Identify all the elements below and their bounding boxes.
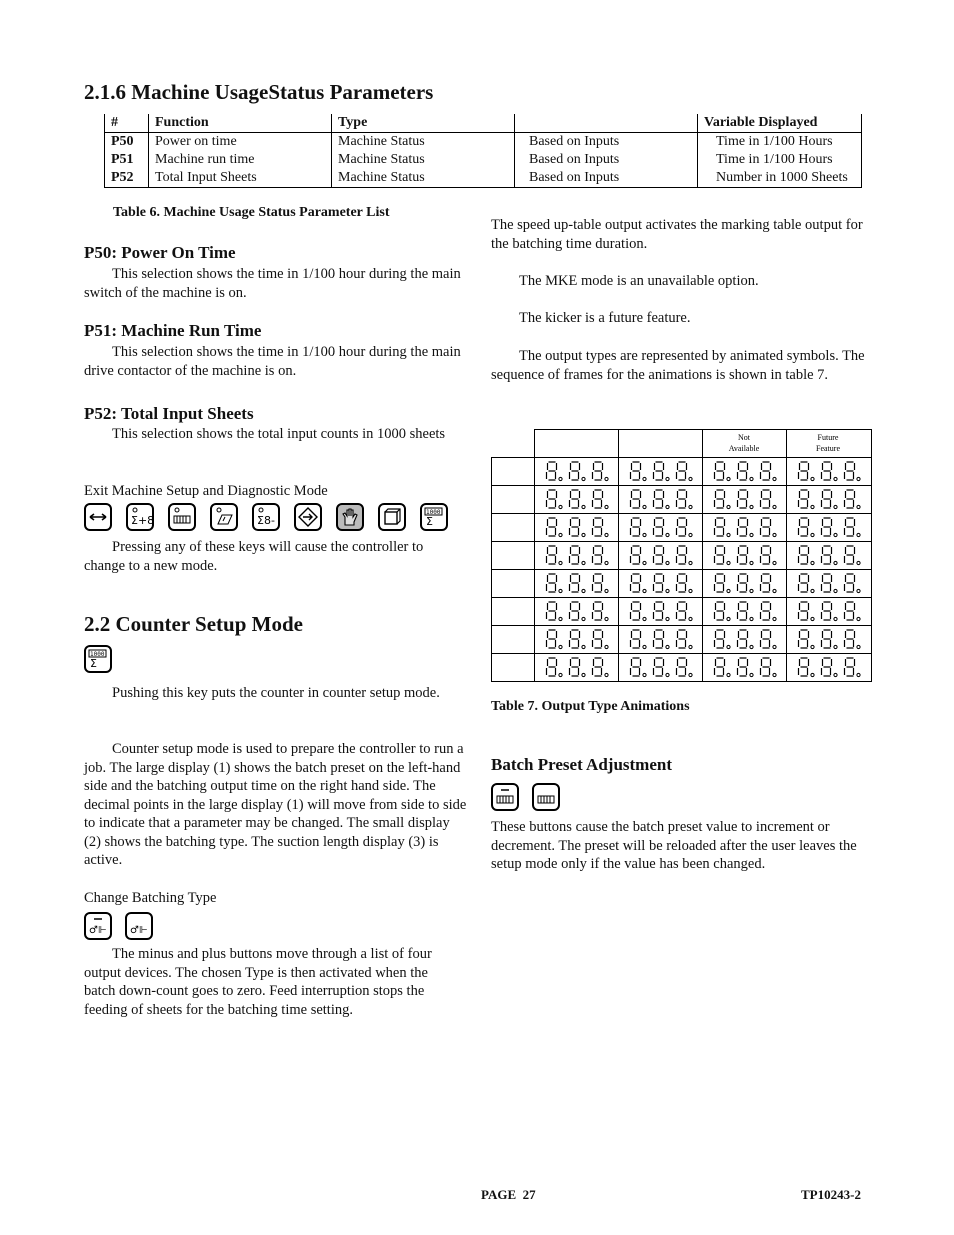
arrows-key-icon[interactable] <box>84 503 112 531</box>
decimal-point <box>750 477 753 480</box>
digit-segment <box>761 574 771 592</box>
decimal-point <box>750 673 753 676</box>
table-cell: P50 <box>105 133 149 152</box>
decimal-point <box>643 673 646 676</box>
decimal-point <box>582 589 585 592</box>
digit-segment <box>799 462 809 480</box>
decimal-point <box>727 673 730 676</box>
decimal-point <box>727 533 730 536</box>
decimal-point <box>559 561 562 564</box>
digit-segment <box>631 630 641 648</box>
p50-text: This selection shows the time in 1/100 hour during the main switch of the machine is on. <box>84 266 461 301</box>
decimal-point <box>605 617 608 620</box>
section-title-2-2: 2.2 Counter Setup Mode <box>84 612 303 636</box>
p52-text: This selection shows the total input counts in 1000 sheets <box>112 426 446 442</box>
counter-setup-key-icon[interactable] <box>84 645 112 673</box>
batch-minus-key-icon[interactable] <box>84 912 112 940</box>
digit-segment <box>738 658 748 676</box>
decimal-point <box>811 533 814 536</box>
digit-segment <box>570 518 580 536</box>
decimal-point <box>605 533 608 536</box>
table-header-row <box>105 114 862 133</box>
pass-key-icon[interactable] <box>210 503 238 531</box>
digit-segment <box>677 630 687 648</box>
digit-segment <box>631 602 641 620</box>
digit-segment <box>654 658 664 676</box>
digit-segment <box>845 518 855 536</box>
digit-segment <box>547 630 557 648</box>
digit-segment <box>715 518 725 536</box>
decimal-point <box>834 645 837 648</box>
table-row <box>105 133 862 152</box>
decimal-point <box>605 561 608 564</box>
digit-segment <box>593 602 603 620</box>
digit-segment <box>654 574 664 592</box>
digit-segment <box>593 546 603 564</box>
exit-mode-text: Pressing any of these keys will cause the controller to change to a new mode. <box>84 539 424 574</box>
decimal-point <box>605 645 608 648</box>
decimal-point <box>666 673 669 676</box>
digit-segment <box>593 518 603 536</box>
digit-segment <box>738 462 748 480</box>
decimal-point <box>582 533 585 536</box>
digit-segment <box>761 518 771 536</box>
decimal-point <box>811 645 814 648</box>
digit-segment <box>822 518 832 536</box>
decimal-point <box>857 533 860 536</box>
decimal-point <box>773 561 776 564</box>
decimal-point <box>666 477 669 480</box>
decimal-point <box>811 561 814 564</box>
decimal-point <box>727 617 730 620</box>
digit-segment <box>738 574 748 592</box>
square-key-icon[interactable] <box>378 503 406 531</box>
table-row <box>105 169 862 188</box>
right-para4: The output types are represented by animated symbols. The sequence of frames for the animations is shown in table 7. <box>491 348 865 383</box>
decimal-point <box>750 505 753 508</box>
digit-segment <box>799 490 809 508</box>
light-key-icon[interactable] <box>168 503 196 531</box>
digit-segment <box>715 546 725 564</box>
svg-text:Σ: Σ <box>426 515 433 528</box>
batch-preset-text: These buttons cause the batch preset value to increment or decrement. The preset will be reloaded after the user leaves the setup mode only if the value has been changed. <box>491 819 857 872</box>
digit-segment <box>845 490 855 508</box>
digit-segment <box>822 546 832 564</box>
digit-segment <box>593 574 603 592</box>
table-row <box>105 151 862 169</box>
p51-text: This selection shows the time in 1/100 hour during the main drive contactor of the machine is on. <box>84 344 461 379</box>
decimal-point <box>811 589 814 592</box>
table-cell: Based on Inputs <box>515 169 698 188</box>
table-cell: Based on Inputs <box>515 151 698 169</box>
decimal-point <box>773 477 776 480</box>
svg-text:Σ8-: Σ8- <box>257 514 275 527</box>
digit-segment <box>547 518 557 536</box>
decimal-point <box>773 617 776 620</box>
digit-segment <box>593 630 603 648</box>
decimal-point <box>582 505 585 508</box>
decimal-point <box>666 589 669 592</box>
decimal-point <box>582 673 585 676</box>
digit-segment <box>715 462 725 480</box>
exit-mode-keys <box>84 503 448 531</box>
digit-segment <box>631 462 641 480</box>
digit-segment <box>547 490 557 508</box>
p52-heading: P52: Total Input Sheets <box>84 404 254 423</box>
decimal-point <box>605 673 608 676</box>
digit-segment <box>738 490 748 508</box>
decimal-point <box>689 673 692 676</box>
decimal-point <box>857 589 860 592</box>
preset-plus-key-icon[interactable] <box>532 783 560 811</box>
decimal-point <box>811 617 814 620</box>
table-cell: Machine Status <box>332 169 515 188</box>
decimal-point <box>857 477 860 480</box>
digit-segment <box>845 462 855 480</box>
decimal-point <box>857 673 860 676</box>
digit-segment <box>654 630 664 648</box>
usage-status-table <box>104 114 862 188</box>
decimal-point <box>689 645 692 648</box>
digit-segment <box>547 574 557 592</box>
table6-caption: Table 6. Machine Usage Status Parameter List <box>113 205 390 220</box>
digit-segment <box>631 658 641 676</box>
table-cell: P51 <box>105 151 149 169</box>
decimal-point <box>727 477 730 480</box>
decimal-point <box>750 533 753 536</box>
decimal-point <box>773 645 776 648</box>
digit-segment <box>715 658 725 676</box>
digit-segment <box>799 518 809 536</box>
decimal-point <box>811 477 814 480</box>
batch-preset-heading: Batch Preset Adjustment <box>491 755 672 774</box>
digit-segment <box>761 602 771 620</box>
digit-segment <box>570 490 580 508</box>
digit-segment <box>799 630 809 648</box>
change-batching-text: The minus and plus buttons move through a list of four output devices. The chosen Type is then activated when the batch down-count goes to zero. Feed interruption stops the feeding of sheets for the batching time setting. <box>84 946 432 1018</box>
digit-segment <box>822 490 832 508</box>
digit-segment <box>738 546 748 564</box>
digit-segment <box>799 546 809 564</box>
p51-heading: P51: Machine Run Time <box>84 321 262 340</box>
table-cell: Number in 1000 Sheets <box>698 169 862 188</box>
digit-segment <box>570 658 580 676</box>
decimal-point <box>605 589 608 592</box>
hand-key-icon[interactable] <box>336 503 364 531</box>
enter-key-icon[interactable] <box>294 503 322 531</box>
digit-segment <box>822 462 832 480</box>
digit-segment <box>845 630 855 648</box>
digit-segment <box>715 630 725 648</box>
table-cell: Total Input Sheets <box>149 169 332 188</box>
decimal-point <box>559 645 562 648</box>
digit-segment <box>761 630 771 648</box>
right-para1: The speed up-table output activates the marking table output for the batching time duration. <box>491 217 863 252</box>
decimal-point <box>643 645 646 648</box>
digit-segment <box>738 630 748 648</box>
digit-segment <box>654 518 664 536</box>
counter-setup-key <box>84 645 112 673</box>
decimal-point <box>750 645 753 648</box>
decimal-point <box>834 589 837 592</box>
digit-segment <box>593 658 603 676</box>
digit-segment <box>715 602 725 620</box>
digit-segment <box>654 602 664 620</box>
decimal-point <box>605 505 608 508</box>
digit-segment <box>593 462 603 480</box>
decimal-point <box>582 477 585 480</box>
decimal-point <box>857 617 860 620</box>
decimal-point <box>773 589 776 592</box>
decimal-point <box>689 533 692 536</box>
sum-minus-key-icon[interactable] <box>252 503 280 531</box>
decimal-point <box>582 561 585 564</box>
digit-segment <box>738 518 748 536</box>
decimal-point <box>834 617 837 620</box>
header-cell <box>515 114 698 133</box>
batch-plus-key-icon[interactable] <box>125 912 153 940</box>
header-cell: Type <box>332 114 515 133</box>
decimal-point <box>643 617 646 620</box>
digit-segment <box>631 518 641 536</box>
digit-segment <box>570 462 580 480</box>
decimal-point <box>643 505 646 508</box>
decimal-point <box>857 505 860 508</box>
sum-plus-key-icon[interactable] <box>126 503 154 531</box>
decimal-point <box>559 617 562 620</box>
decimal-point <box>666 645 669 648</box>
decimal-point <box>666 505 669 508</box>
digit-segment <box>593 490 603 508</box>
counter-key-icon[interactable] <box>420 503 448 531</box>
digit-segment <box>677 490 687 508</box>
decimal-point <box>834 505 837 508</box>
digit-segment <box>738 602 748 620</box>
decimal-point <box>689 561 692 564</box>
digit-segment <box>631 490 641 508</box>
digit-segment <box>570 630 580 648</box>
decimal-point <box>750 617 753 620</box>
decimal-point <box>666 617 669 620</box>
digit-segment <box>677 518 687 536</box>
decimal-point <box>773 533 776 536</box>
digit-segment <box>677 546 687 564</box>
decimal-point <box>689 477 692 480</box>
digit-segment <box>631 546 641 564</box>
digit-segment <box>822 658 832 676</box>
digit-segment <box>570 602 580 620</box>
table-cell: Time in 1/100 Hours <box>698 151 862 169</box>
digit-segment <box>654 462 664 480</box>
counter-setup-para2: Counter setup mode is used to prepare the controller to run a job. The large display (1) shows the batch preset on the left-hand side and the batching output time on the right hand side. The decimal points in the large display (1) will move from side to side to indicate that a parameter may be changed. The small display (2) shows the batching type. The suction length display (3) is active. <box>84 741 467 868</box>
digit-segment <box>677 658 687 676</box>
decimal-point <box>834 673 837 676</box>
digit-segment <box>822 630 832 648</box>
counter-setup-para1: Pushing this key puts the counter in counter setup mode. <box>112 685 440 701</box>
decimal-point <box>773 673 776 676</box>
section-title-2-1-6: 2.1.6 Machine UsageStatus Parameters <box>84 80 434 104</box>
decimal-point <box>689 617 692 620</box>
digit-segment <box>822 602 832 620</box>
digit-segment <box>715 574 725 592</box>
decimal-point <box>643 477 646 480</box>
digit-segment <box>715 490 725 508</box>
preset-minus-key-icon[interactable] <box>491 783 519 811</box>
digit-segment <box>761 490 771 508</box>
svg-text:1000: 1000 <box>90 651 105 658</box>
decimal-point <box>727 561 730 564</box>
decimal-point <box>811 505 814 508</box>
digit-segment <box>845 658 855 676</box>
digit-segment <box>677 574 687 592</box>
decimal-point <box>834 561 837 564</box>
decimal-point <box>834 477 837 480</box>
svg-text:♂⊩: ♂⊩ <box>130 925 148 936</box>
decimal-point <box>643 589 646 592</box>
digit-segment <box>547 546 557 564</box>
decimal-point <box>750 561 753 564</box>
table-cell: Based on Inputs <box>515 133 698 152</box>
table7-caption: Table 7. Output Type Animations <box>491 699 690 714</box>
table-cell: Time in 1/100 Hours <box>698 133 862 152</box>
svg-text:1000: 1000 <box>426 509 441 516</box>
digit-segment <box>822 574 832 592</box>
digit-segment <box>799 574 809 592</box>
table-cell: P52 <box>105 169 149 188</box>
right-para2: The MKE mode is an unavailable option. <box>519 273 759 289</box>
digit-segment <box>799 658 809 676</box>
col-header-future-feature: Future Feature <box>816 433 840 453</box>
output-type-animations-table <box>491 429 873 685</box>
decimal-point <box>857 561 860 564</box>
digit-segment <box>654 546 664 564</box>
decimal-point <box>582 617 585 620</box>
table-cell: Machine Status <box>332 133 515 152</box>
decimal-point <box>834 533 837 536</box>
decimal-point <box>559 673 562 676</box>
digit-segment <box>845 574 855 592</box>
p50-heading: P50: Power On Time <box>84 243 236 262</box>
decimal-point <box>773 505 776 508</box>
decimal-point <box>582 645 585 648</box>
digit-segment <box>761 546 771 564</box>
decimal-point <box>689 505 692 508</box>
decimal-point <box>750 589 753 592</box>
table-cell: Machine Status <box>332 151 515 169</box>
digit-segment <box>845 546 855 564</box>
decimal-point <box>727 505 730 508</box>
table-cell: Power on time <box>149 133 332 152</box>
decimal-point <box>666 533 669 536</box>
decimal-point <box>857 645 860 648</box>
digit-segment <box>631 574 641 592</box>
digit-segment <box>761 658 771 676</box>
decimal-point <box>605 477 608 480</box>
decimal-point <box>811 673 814 676</box>
digit-segment <box>799 602 809 620</box>
digit-segment <box>677 602 687 620</box>
batch-preset-keys <box>491 783 560 811</box>
change-batching-keys <box>84 912 153 940</box>
col-header-not-available: Not Available <box>728 433 760 453</box>
digit-segment <box>654 490 664 508</box>
decimal-point <box>559 477 562 480</box>
digit-segment <box>570 574 580 592</box>
decimal-point <box>559 505 562 508</box>
svg-text:Σ+8: Σ+8 <box>131 514 155 527</box>
digit-segment <box>677 462 687 480</box>
page-number: PAGE 27 <box>481 1187 536 1202</box>
header-cell: Variable Displayed <box>698 114 862 133</box>
svg-text:♂⊩: ♂⊩ <box>89 925 107 936</box>
svg-text:Σ: Σ <box>90 657 97 670</box>
decimal-point <box>666 561 669 564</box>
decimal-point <box>643 533 646 536</box>
digit-segment <box>547 462 557 480</box>
decimal-point <box>559 533 562 536</box>
exit-mode-label: Exit Machine Setup and Diagnostic Mode <box>84 483 328 499</box>
digit-segment <box>761 462 771 480</box>
change-batching-label: Change Batching Type <box>84 890 217 906</box>
digit-segment <box>547 602 557 620</box>
decimal-point <box>643 561 646 564</box>
decimal-point <box>559 589 562 592</box>
document-id: TP10243-2 <box>801 1187 861 1202</box>
decimal-point <box>727 589 730 592</box>
digit-segment <box>845 602 855 620</box>
decimal-point <box>727 645 730 648</box>
header-cell: # <box>105 114 149 133</box>
digit-segment <box>570 546 580 564</box>
digit-segment <box>547 658 557 676</box>
right-para3: The kicker is a future feature. <box>519 310 691 326</box>
decimal-point <box>689 589 692 592</box>
header-cell: Function <box>149 114 332 133</box>
table-cell: Machine run time <box>149 151 332 169</box>
